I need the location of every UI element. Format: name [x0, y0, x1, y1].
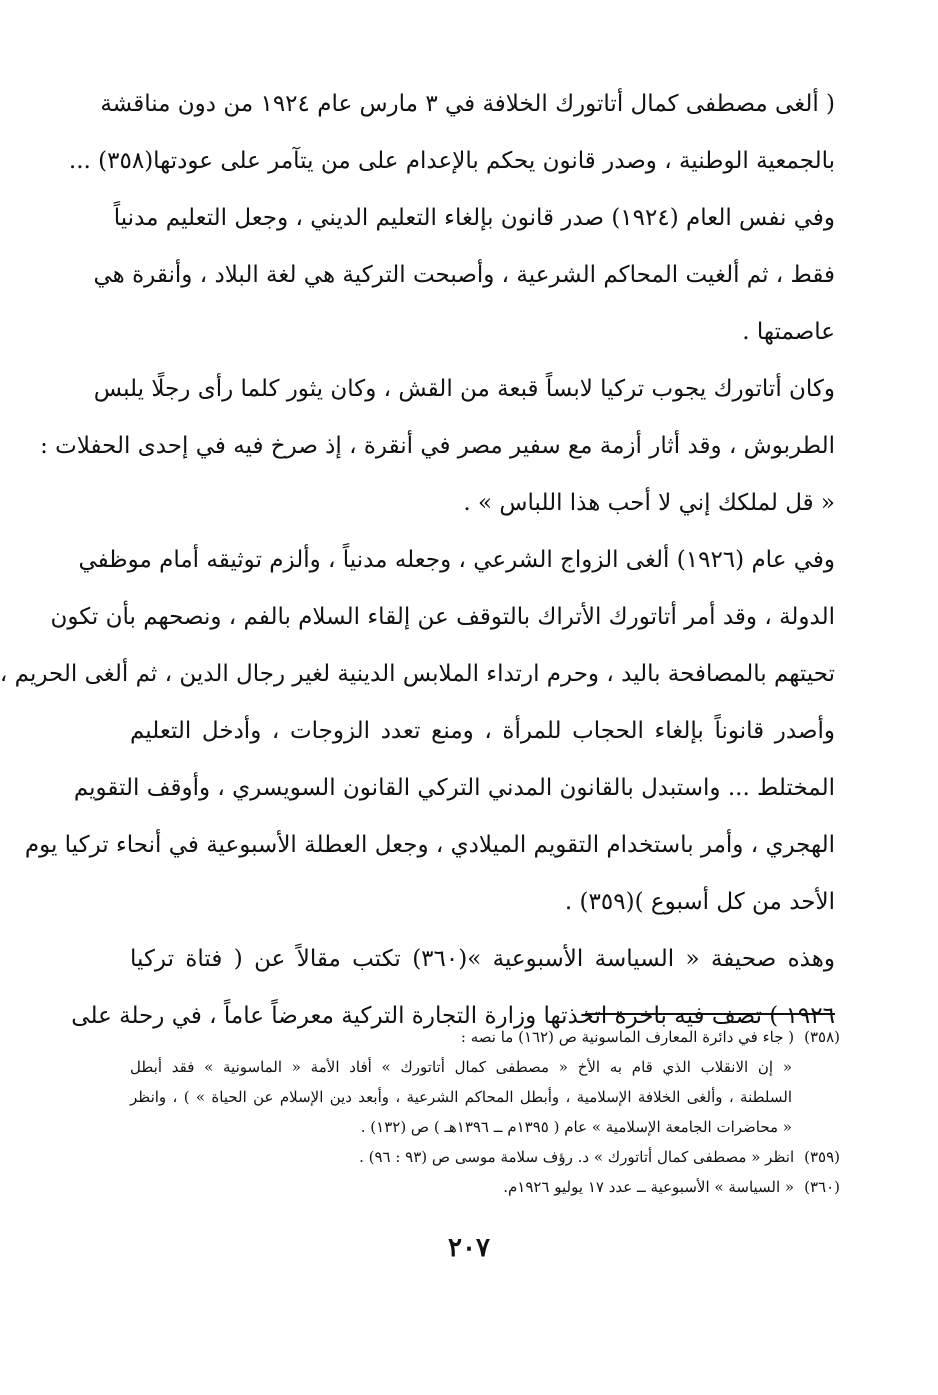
paragraph-religious-education: [93, 190, 835, 361]
text-line: بالجمعية الوطنية ، وصدر قانون يحكم بالإعدام على من يتآمر على عودتها(٣٥٨) ...: [68, 148, 835, 174]
text-line: وفي نفس العام (١٩٢٤) صدر قانون بإلغاء التعليم الديني ، وجعل التعليم مدنياً: [113, 205, 835, 231]
footnote-text: « السياسة » الأسبوعية ــ عدد ١٧ يوليو ١٩٢٦م.: [503, 1178, 795, 1196]
text-line: وفي عام (١٩٢٦) ألغى الزواج الشرعي ، وجعله مدنياً ، وألزم توثيقه أمام موظفي: [78, 547, 835, 573]
footnote-text: ( جاء في دائرة المعارف الماسونية ص (١٦٢) ما نصه :: [460, 1028, 795, 1046]
footnote-separator: [585, 1013, 835, 1015]
text-line: الأحد من كل أسبوع )(٣٥٩) .: [564, 889, 835, 915]
footnote-359: [130, 1142, 840, 1172]
text-line: المختلط ... واستبدل بالقانون المدني التركي القانون السويسري ، وأوقف التقويم: [73, 775, 835, 801]
text-line: ( ألغى مصطفى كمال أتاتورك الخلافة في ٣ مارس عام ١٩٢٤ من دون مناقشة: [100, 91, 835, 117]
footnote-line: [130, 1022, 840, 1052]
footnote-360: [130, 1172, 840, 1202]
footnote-number: (٣٥٨): [804, 1028, 840, 1046]
text-line: ١٩٢٦ ) تصف فيه باخرة اتخذتها وزارة التجارة التركية معرضاً عاماً ، في رحلة على: [71, 1003, 835, 1029]
paragraph-fez-ban: [40, 361, 835, 532]
text-line: الطربوش ، وقد أثار أزمة مع سفير مصر في أنقرة ، إذ صرخ فيه في إحدى الحفلات :: [40, 433, 835, 459]
footnote-text: انظر « مصطفى كمال أتاتورك » د. رؤف سلامة موسى ص (٩٣ : ٩٦) .: [359, 1148, 795, 1166]
footnote-number: (٣٦٠): [804, 1178, 840, 1196]
paragraph-civil-marriage: [0, 532, 835, 931]
footnote-line: « محاضرات الجامعة الإسلامية » عام ( ١٣٩٥م ــ ١٣٩٦هـ ) ص (١٣٢) .: [360, 1118, 792, 1136]
footnotes: [130, 1022, 840, 1202]
text-line: وأصدر قانوناً بإلغاء الحجاب للمرأة ، ومنع تعدد الزوجات ، وأدخل التعليم: [130, 718, 835, 744]
text-line: وهذه صحيفة « السياسة الأسبوعية »(٣٦٠) تكتب مقالاً عن ( فتاة تركيا: [130, 946, 835, 972]
text-line: الدولة ، وقد أمر أتاتورك الأتراك بالتوقف عن إلقاء السلام بالفم ، ونصحهم بأن تكون: [50, 604, 835, 630]
text-line: فقط ، ثم ألغيت المحاكم الشرعية ، وأصبحت التركية هي لغة البلاد ، وأنقرة هي: [93, 262, 835, 288]
text-line: عاصمتها .: [742, 319, 835, 345]
paragraph-caliphate-abolition: [68, 76, 835, 190]
footnote-line: « إن الانقلاب الذي قام به الأخ « مصطفى كمال أتاتورك » أفاد الأمة « الماسونية » فقد أبطل: [130, 1058, 792, 1076]
text-line: وكان أتاتورك يجوب تركيا لابساً قبعة من القش ، وكان يثور كلما رأى رجلًا يلبس: [93, 376, 835, 402]
footnote-358: [130, 1022, 840, 1142]
footnote-line: [130, 1142, 840, 1172]
page-number: ٢٠٧: [448, 1233, 490, 1263]
text-line: الهجري ، وأمر باستخدام التقويم الميلادي ، وجعل العطلة الأسبوعية في أنحاء تركيا يوم: [24, 832, 835, 858]
footnote-number: (٣٥٩): [804, 1148, 840, 1166]
text-line: تحيتهم بالمصافحة باليد ، وحرم ارتداء الملابس الدينية لغير رجال الدين ، ثم ألغى الحريم ،: [0, 661, 835, 687]
footnote-line: السلطنة ، وألغى الخلافة الإسلامية ، وأبطل المحاكم الشرعية ، وأبعد دين الإسلام عن الحياة » ) ، وانظر: [130, 1088, 792, 1106]
footnote-line: [130, 1172, 840, 1202]
body-text: [0, 76, 835, 1045]
text-line: « قل لملكك إني لا أحب هذا اللباس » .: [463, 490, 835, 516]
